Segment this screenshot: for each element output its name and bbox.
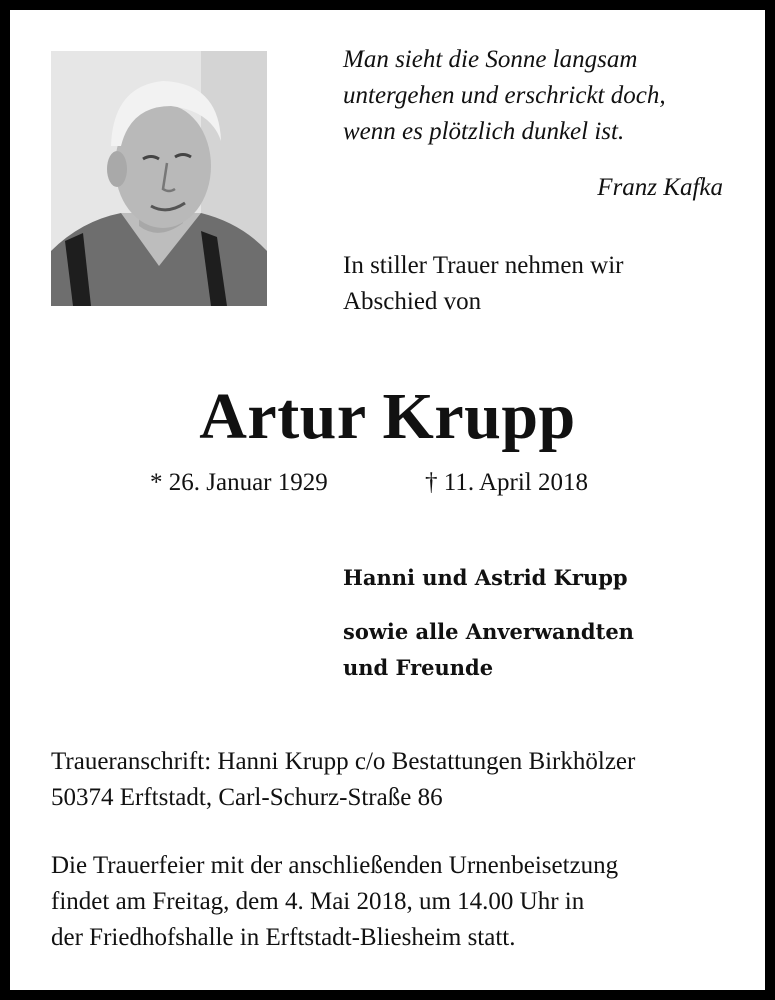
ceremony-line: Die Trauerfeier mit der anschließenden Urnenbeisetzung (51, 852, 619, 879)
intro-line: In stiller Trauer nehmen wir (343, 252, 624, 279)
mourning-address (51, 744, 741, 816)
funeral-ceremony-info (51, 848, 741, 956)
ceremony-line: der Friedhofshalle in Erftstadt-Bliesheim statt. (51, 924, 516, 951)
mourner-primary: Hanni und Astrid Krupp (343, 565, 628, 590)
mourner-others: sowie alle Anverwandten (343, 619, 634, 644)
kafka-quote (343, 42, 733, 150)
portrait-photo (51, 51, 267, 306)
mourner-others: und Freunde (343, 655, 494, 680)
intro-line: Abschied von (343, 288, 482, 315)
quote-line: wenn es plötzlich dunkel ist. (343, 118, 625, 145)
address-line: 50374 Erftstadt, Carl-Schurz-Straße 86 (51, 784, 443, 811)
birth-date: * 26. Januar 1929 (150, 469, 328, 496)
portrait-illustration (51, 51, 267, 306)
deceased-name: Artur Krupp (199, 380, 576, 453)
quote-line: Man sieht die Sonne langsam (343, 46, 638, 73)
ceremony-line: findet am Freitag, dem 4. Mai 2018, um 14.00 Uhr in (51, 888, 585, 915)
address-line: Traueranschrift: Hanni Krupp c/o Bestattungen Birkhölzer (51, 748, 636, 775)
death-date: † 11. April 2018 (425, 469, 588, 496)
mourning-intro (343, 248, 733, 320)
quote-author: Franz Kafka (597, 174, 723, 201)
quote-line: untergehen und erschrickt doch, (343, 82, 666, 109)
mourners (343, 560, 743, 686)
